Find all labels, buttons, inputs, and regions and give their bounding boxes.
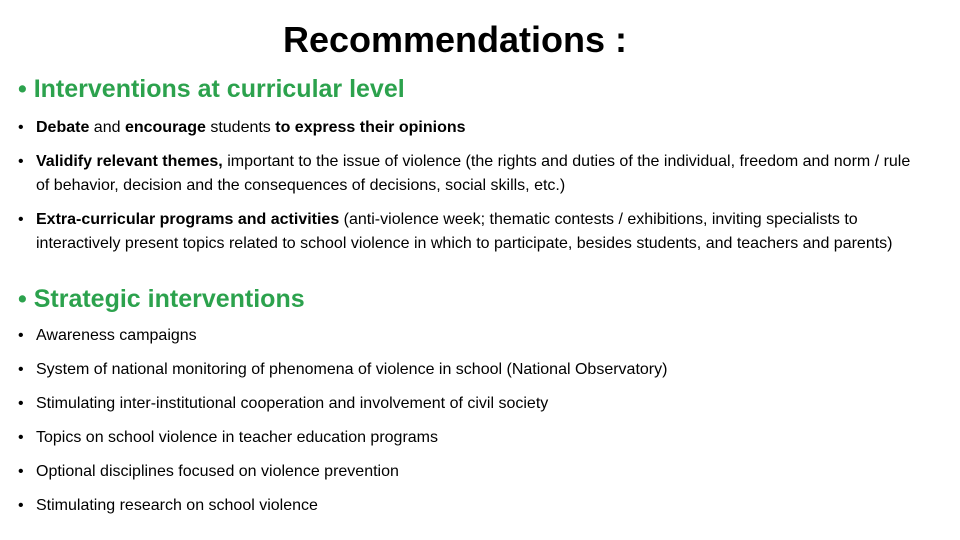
item-text: Topics on school violence in teacher education programs bbox=[36, 429, 439, 446]
list-item bbox=[18, 358, 918, 382]
bullet-icon: • bbox=[18, 395, 24, 412]
item-text-bold: to express their opinions bbox=[275, 119, 466, 136]
item-text-bold: Validify relevant themes, bbox=[36, 153, 223, 170]
section-heading-text: Interventions at curricular level bbox=[33, 75, 405, 103]
bullet-icon: • bbox=[18, 463, 24, 480]
item-text: (anti-violence week; thematic contests / exhibitions, inviting specialists to interactively present topics related to school violence in which to participate, besides students, and teachers and parents) bbox=[36, 211, 893, 252]
section-heading-strategic bbox=[18, 284, 305, 314]
section-heading-curricular bbox=[18, 74, 405, 104]
bullet-icon: • bbox=[18, 211, 24, 228]
item-text: Awareness campaigns bbox=[36, 327, 197, 344]
bullet-icon: • bbox=[18, 361, 24, 378]
bullet-icon: • bbox=[18, 119, 24, 136]
bullet-icon: • bbox=[18, 429, 24, 446]
list-item bbox=[18, 116, 918, 140]
item-text: and bbox=[89, 119, 125, 136]
list-item bbox=[18, 324, 918, 348]
list-item bbox=[18, 494, 918, 518]
slide-title: Recommendations : bbox=[282, 19, 628, 60]
item-text: students bbox=[205, 119, 276, 136]
item-text-bold: encourage bbox=[124, 119, 206, 136]
bullet-icon: • bbox=[18, 497, 24, 514]
list-item bbox=[18, 460, 918, 484]
bullet-icon: • bbox=[18, 75, 27, 103]
item-text-bold: Extra-curricular programs and activities bbox=[36, 211, 340, 228]
list-item bbox=[18, 150, 918, 198]
list-item bbox=[18, 392, 918, 416]
bullet-icon: • bbox=[18, 285, 27, 313]
item-text: System of national monitoring of phenomena of violence in school (National Observatory) bbox=[36, 361, 668, 378]
list-item bbox=[18, 208, 918, 256]
list-item bbox=[18, 426, 918, 450]
section-heading-text: Strategic interventions bbox=[33, 285, 305, 313]
item-text: Stimulating research on school violence bbox=[36, 497, 318, 514]
item-text-bold: Debate bbox=[36, 119, 90, 136]
item-text: Optional disciplines focused on violence prevention bbox=[36, 463, 399, 480]
bullet-icon: • bbox=[18, 153, 24, 170]
bullet-icon: • bbox=[18, 327, 24, 344]
item-text: Stimulating inter-institutional cooperation and involvement of civil society bbox=[36, 395, 549, 412]
item-text: important to the issue of violence (the rights and duties of the individual, freedom and norm / rule of behavior, decision and the consequences of decisions, social skills, etc.) bbox=[36, 153, 911, 194]
